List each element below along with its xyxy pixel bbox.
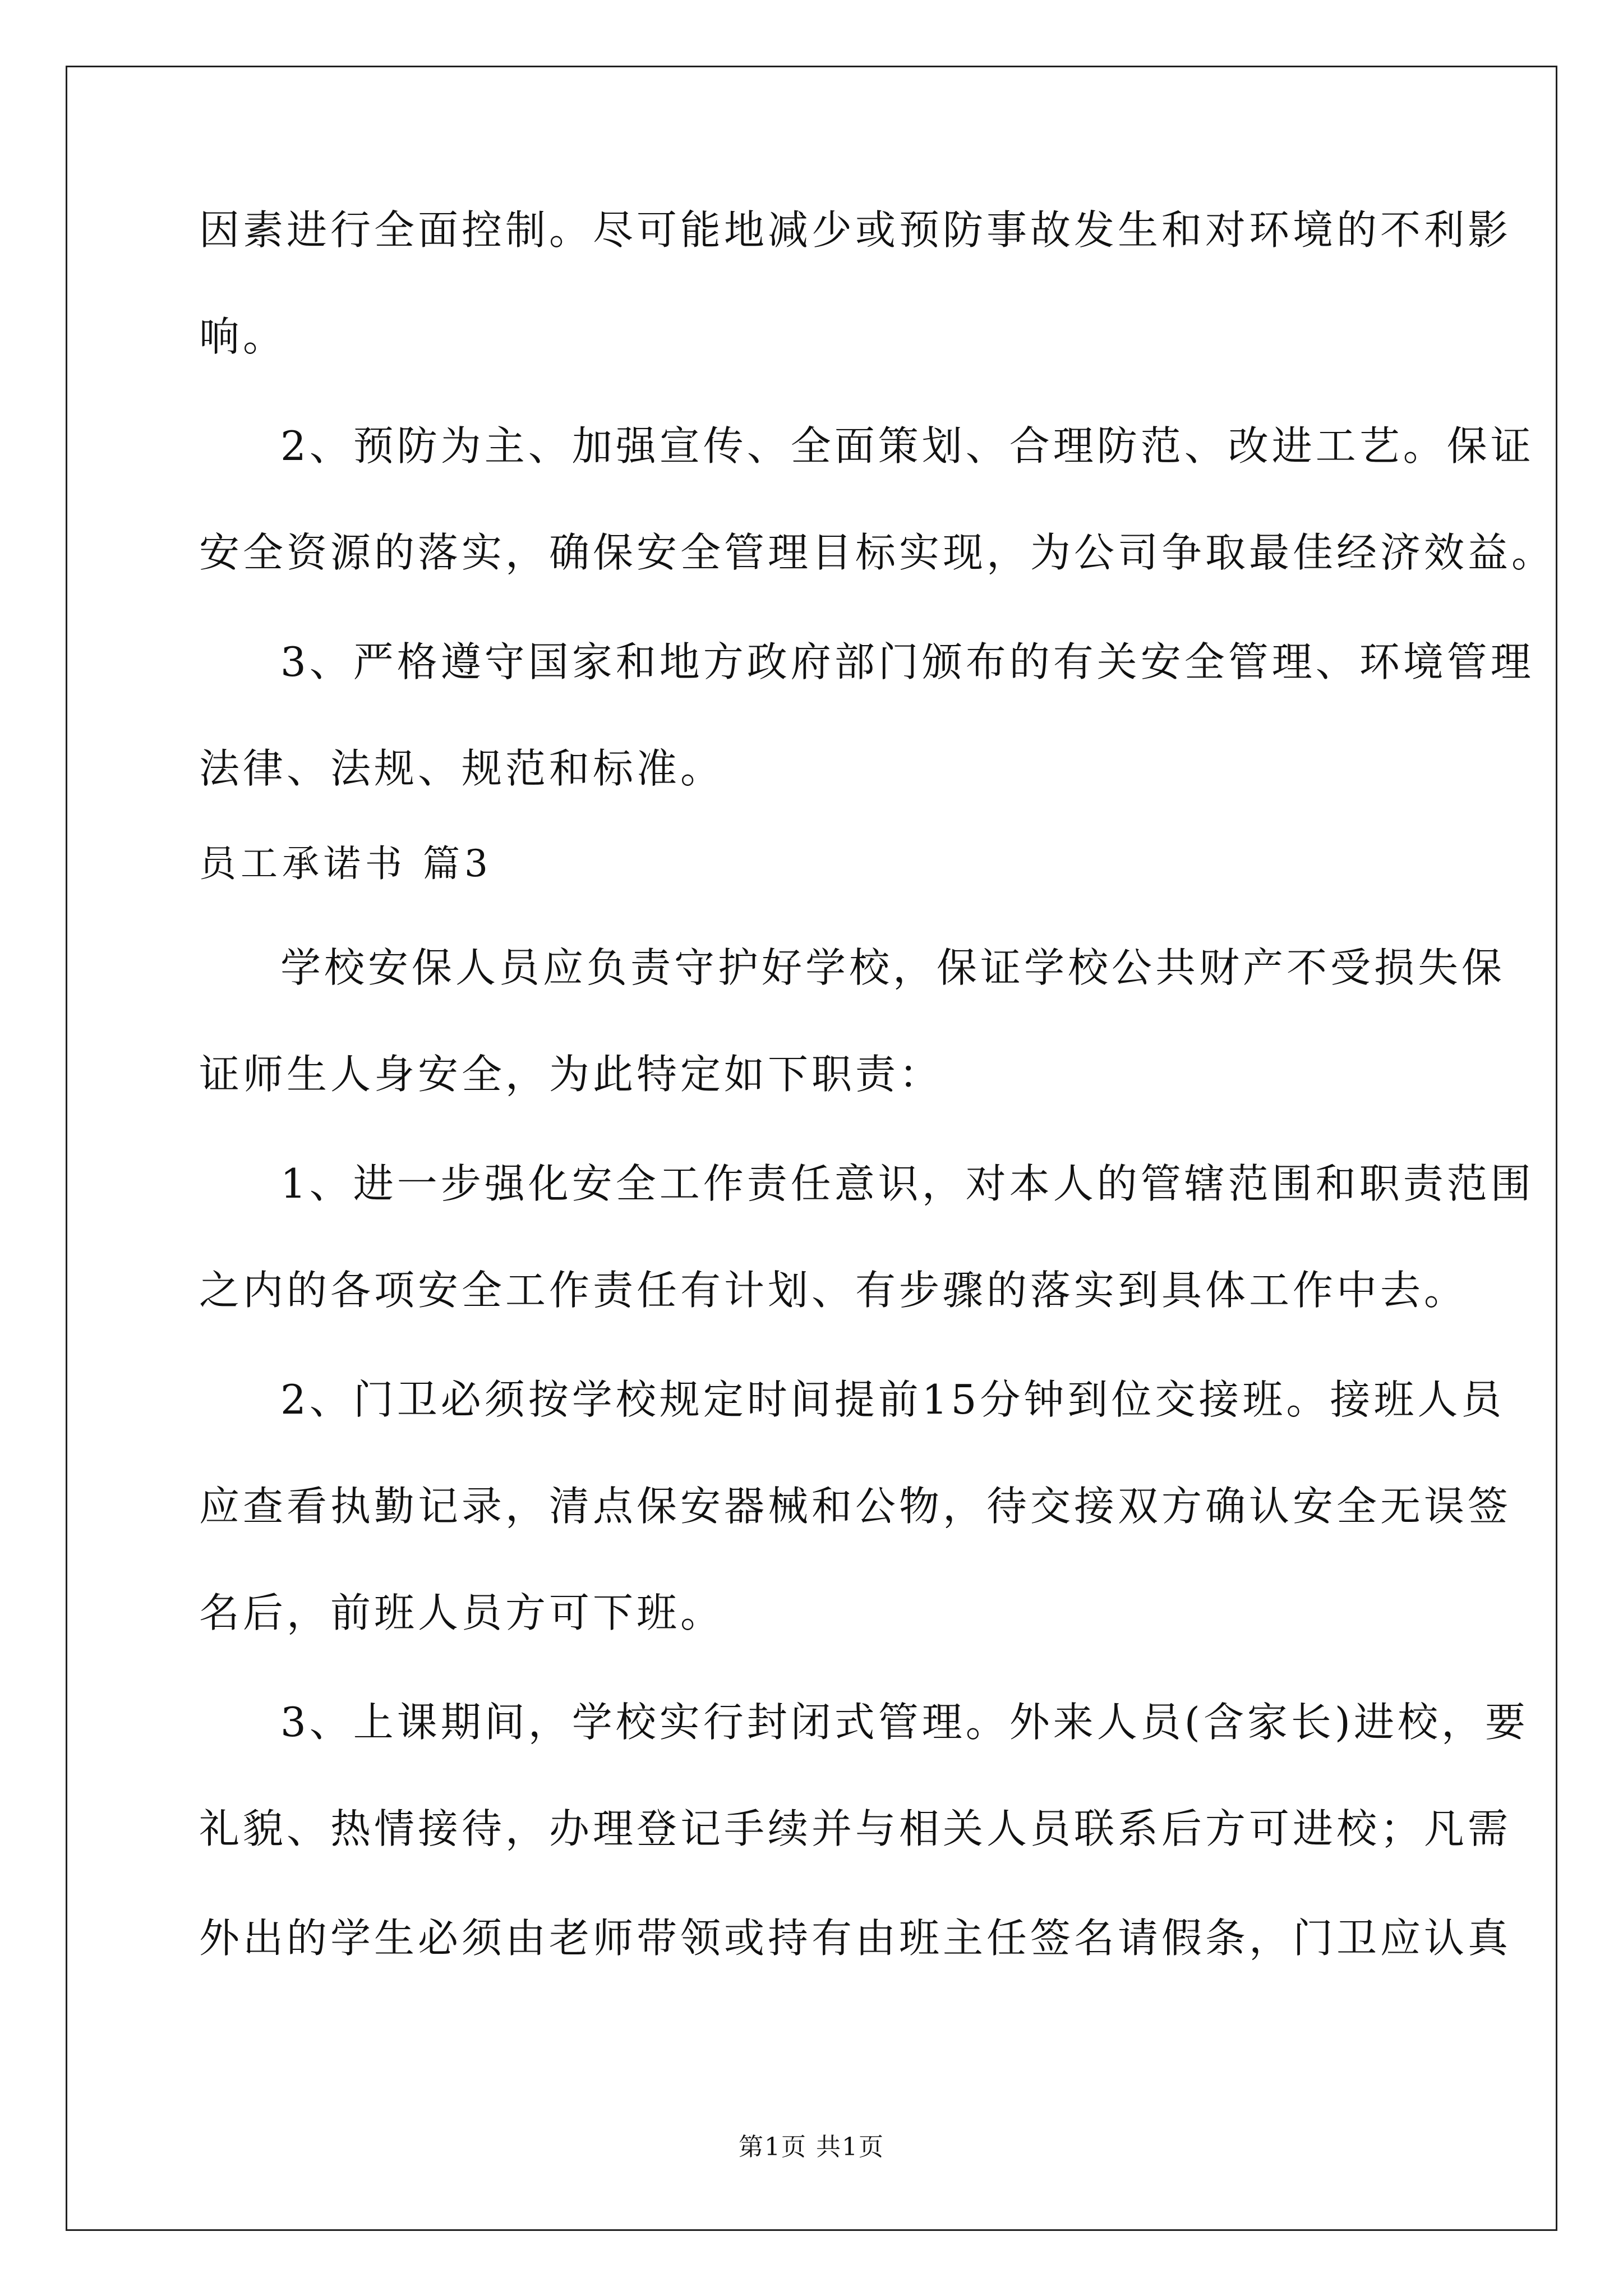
page-footer: 第1页 共1页 <box>739 2133 884 2161</box>
paragraph-line: 证师生人身安全，为此特定如下职责： <box>199 1051 943 1098</box>
paragraph-line: 3、上课期间，学校实行封闭式管理。外来人员(含家长)进校，要 <box>280 1699 1529 1746</box>
section-heading: 员工承诺书 篇3 <box>199 842 492 885</box>
paragraph-line: 法律、法规、规范和标准。 <box>199 745 725 792</box>
page-border <box>66 66 1557 2231</box>
paragraph-line: 响。 <box>199 313 287 360</box>
paragraph-line: 2、预防为主、加强宣传、全面策划、合理防范、改进工艺。保证 <box>280 422 1534 470</box>
paragraph-line: 礼貌、热情接待，办理登记手续并与相关人员联系后方可进校；凡需 <box>199 1805 1512 1852</box>
paragraph-line: 安全资源的落实，确保安全管理目标实现，为公司争取最佳经济效益。 <box>199 529 1556 576</box>
paragraph-line: 外出的学生必须由老师带领或持有由班主任签名请假条，门卫应认真 <box>199 1915 1512 1962</box>
paragraph-line: 学校安保人员应负责守护好学校，保证学校公共财产不受损失保 <box>280 944 1506 991</box>
paragraph-line: 3、严格遵守国家和地方政府部门颁布的有关安全管理、环境管理 <box>280 638 1534 685</box>
paragraph-line: 2、门卫必须按学校规定时间提前15分钟到位交接班。接班人员 <box>280 1376 1505 1423</box>
paragraph-line: 之内的各项安全工作责任有计划、有步骤的落实到具体工作中去。 <box>199 1267 1468 1314</box>
paragraph-line: 名后，前班人员方可下班。 <box>199 1589 725 1636</box>
paragraph-line: 因素进行全面控制。尽可能地减少或预防事故发生和对环境的不利影 <box>199 206 1512 254</box>
paragraph-line: 1、进一步强化安全工作责任意识，对本人的管辖范围和职责范围 <box>280 1160 1534 1207</box>
paragraph-line: 应查看执勤记录，清点保安器械和公物，待交接双方确认安全无误签 <box>199 1483 1512 1530</box>
